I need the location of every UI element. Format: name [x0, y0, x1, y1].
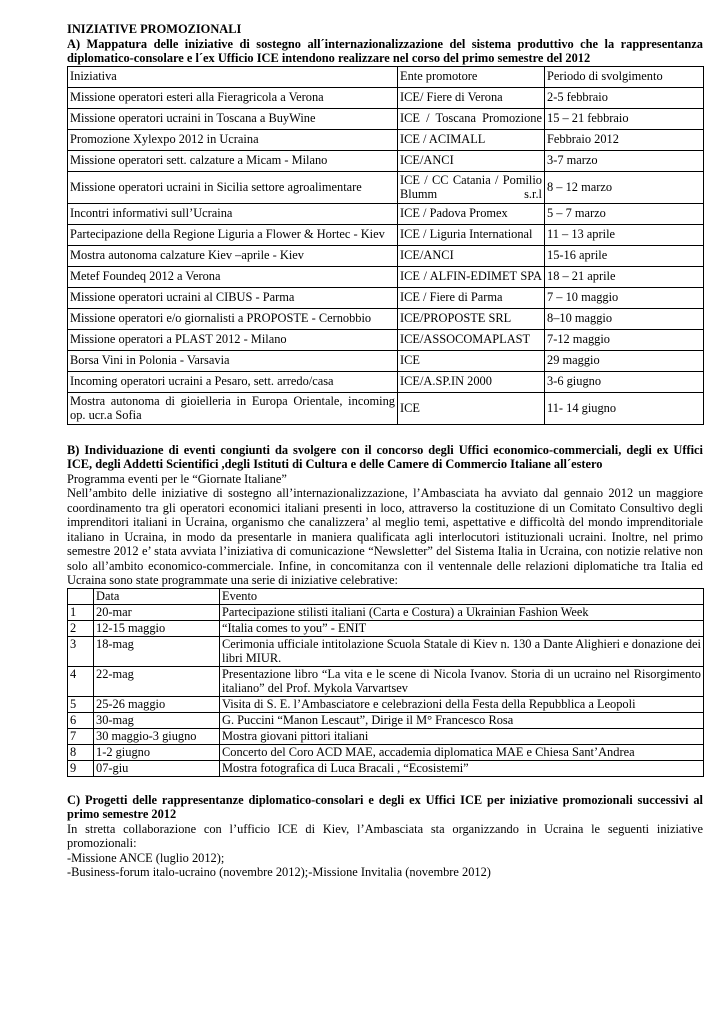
cell-iniziativa: Mostra autonoma calzature Kiev –aprile - Kiev	[68, 245, 398, 266]
cell-data: 25-26 maggio	[94, 696, 220, 712]
section-c-item: -Business-forum italo-ucraino (novembre 2012);-Missione Invitalia (novembre 2012)	[67, 865, 491, 879]
table-row	[68, 203, 704, 224]
cell-ente: ICE / Padova Promex	[398, 203, 545, 224]
cell-ente: ICE/A.SP.IN 2000	[398, 371, 545, 392]
cell-data: 30-mag	[94, 712, 220, 728]
cell-ente: ICE / Toscana Promozione	[398, 108, 545, 129]
cell-data: 20-mar	[94, 604, 220, 620]
cell-iniziativa: Promozione Xylexpo 2012 in Ucraina	[68, 129, 398, 150]
cell-ente: ICE / Fiere di Parma	[398, 287, 545, 308]
cell-iniziativa: Missione operatori ucraini in Sicilia settore agroalimentare	[68, 171, 398, 203]
header-evento: Evento	[220, 588, 704, 604]
cell-periodo: 7 – 10 maggio	[545, 287, 704, 308]
table-row	[68, 87, 704, 108]
cell-evento: Cerimonia ufficiale intitolazione Scuola Statale di Kiev n. 130 a Dante Alighieri e donazione dei libri MIUR.	[220, 636, 704, 666]
cell-number: 7	[68, 728, 94, 744]
cell-periodo: 29 maggio	[545, 350, 704, 371]
section-c-title: C) Progetti delle rappresentanze diplomatico-consolari e degli ex Uffici ICE per iniziative promozionali successivi al primo semestre 2012	[67, 792, 703, 821]
cell-iniziativa: Incoming operatori ucraini a Pesaro, sett. arredo/casa	[68, 371, 398, 392]
cell-periodo: 11 – 13 aprile	[545, 224, 704, 245]
table-row	[68, 392, 704, 424]
cell-periodo: 18 – 21 aprile	[545, 266, 704, 287]
cell-iniziativa: Missione operatori esteri alla Fieragricola a Verona	[68, 87, 398, 108]
cell-iniziativa: Borsa Vini in Polonia - Varsavia	[68, 350, 398, 371]
table-row	[68, 350, 704, 371]
events-table	[67, 588, 704, 777]
table-row	[68, 636, 704, 666]
cell-ente: ICE	[398, 392, 545, 424]
table-row	[68, 371, 704, 392]
cell-ente: ICE / ACIMALL	[398, 129, 545, 150]
cell-evento: Partecipazione stilisti italiani (Carta e Costura) a Ukrainian Fashion Week	[220, 604, 704, 620]
header-periodo: Periodo di svolgimento	[545, 66, 704, 87]
section-b-title: B) Individuazione di eventi congiunti da svolgere con il concorso degli Uffici economico-commerciali, degli ex Uffici ICE, degli Addetti Scientifici ,degli Istituti di Cultura e delle Camere di Commercio Italiane all´estero	[67, 442, 703, 471]
section-c-item: -Missione ANCE (luglio 2012);	[67, 850, 225, 865]
cell-data: 30 maggio-3 giugno	[94, 728, 220, 744]
cell-iniziativa: Partecipazione della Regione Liguria a Flower & Hortec - Kiev	[68, 224, 398, 245]
cell-iniziativa: Incontri informativi sull’Ucraina	[68, 203, 398, 224]
header-ente: Ente promotore	[398, 66, 545, 87]
cell-number: 2	[68, 620, 94, 636]
table-row	[68, 744, 704, 760]
cell-periodo: 15-16 aprile	[545, 245, 704, 266]
table-row	[68, 129, 704, 150]
cell-number: 4	[68, 666, 94, 696]
cell-evento: “Italia comes to you” - ENIT	[220, 620, 704, 636]
section-a-title: A) Mappatura delle iniziative di sostegno all´internazionalizzazione del sistema produttivo che la rappresentanza diplomatico-consolare e l´ex Ufficio ICE intendono realizzare nel corso del primo semestre del 2012	[67, 36, 703, 65]
cell-data: 22-mag	[94, 666, 220, 696]
header-number	[68, 588, 94, 604]
cell-evento: Mostra giovani pittori italiani	[220, 728, 704, 744]
cell-iniziativa: Metef Foundeq 2012 a Verona	[68, 266, 398, 287]
cell-evento: Mostra fotografica di Luca Bracali , “Ecosistemi”	[220, 760, 704, 776]
initiatives-table	[67, 66, 704, 425]
cell-ente: ICE / CC Catania / Pomilio Blumm s.r.l	[398, 171, 545, 203]
cell-ente: ICE/ANCI	[398, 150, 545, 171]
header-iniziativa: Iniziativa	[68, 66, 398, 87]
table-header-row	[68, 588, 704, 604]
cell-number: 8	[68, 744, 94, 760]
cell-evento: Concerto del Coro ACD MAE, accademia diplomatica MAE e Chiesa Sant’Andrea	[220, 744, 704, 760]
cell-ente: ICE	[398, 350, 545, 371]
cell-evento: Presentazione libro “La vita e le scene di Nicola Ivanov. Storia di un ucraino nel Risorgimento italiano” del Prof. Mykola Varvartsev	[220, 666, 704, 696]
document-page	[67, 22, 703, 880]
cell-data: 1-2 giugno	[94, 744, 220, 760]
cell-ente: ICE/ANCI	[398, 245, 545, 266]
table-header-row	[68, 66, 704, 87]
cell-number: 6	[68, 712, 94, 728]
table-row	[68, 150, 704, 171]
cell-iniziativa: Missione operatori ucraini al CIBUS - Parma	[68, 287, 398, 308]
cell-periodo: 8 – 12 marzo	[545, 171, 704, 203]
table-row	[68, 728, 704, 744]
cell-number: 9	[68, 760, 94, 776]
table-row	[68, 712, 704, 728]
header-data: Data	[94, 588, 220, 604]
cell-periodo: 5 – 7 marzo	[545, 203, 704, 224]
table-row	[68, 224, 704, 245]
cell-evento: G. Puccini “Manon Lescaut”, Dirige il M° Francesco Rosa	[220, 712, 704, 728]
cell-data: 18-mag	[94, 636, 220, 666]
table-row	[68, 604, 704, 620]
cell-periodo: 15 – 21 febbraio	[545, 108, 704, 129]
table-row	[68, 287, 704, 308]
cell-periodo: 2-5 febbraio	[545, 87, 704, 108]
cell-periodo: 11- 14 giugno	[545, 392, 704, 424]
cell-periodo: 7-12 maggio	[545, 329, 704, 350]
table-row	[68, 266, 704, 287]
cell-ente: ICE/ASSOCOMAPLAST	[398, 329, 545, 350]
table-row	[68, 666, 704, 696]
cell-periodo: 3-7 marzo	[545, 150, 704, 171]
table-row	[68, 696, 704, 712]
program-title: Programma eventi per le “Giornate Italiane”	[67, 471, 287, 486]
cell-periodo: 8–10 maggio	[545, 308, 704, 329]
cell-iniziativa: Missione operatori sett. calzature a Micam - Milano	[68, 150, 398, 171]
table-row	[68, 620, 704, 636]
cell-periodo: 3-6 giugno	[545, 371, 704, 392]
cell-iniziativa: Mostra autonoma di gioielleria in Europa Orientale, incoming op. ucr.a Sofia	[68, 392, 398, 424]
table-row	[68, 308, 704, 329]
cell-evento: Visita di S. E. l’Ambasciatore e celebrazioni della Festa della Repubblica a Leopoli	[220, 696, 704, 712]
cell-number: 1	[68, 604, 94, 620]
cell-iniziativa: Missione operatori ucraini in Toscana a BuyWine	[68, 108, 398, 129]
table-row	[68, 108, 704, 129]
table-row	[68, 760, 704, 776]
table-row	[68, 245, 704, 266]
cell-data: 07-giu	[94, 760, 220, 776]
cell-ente: ICE/ Fiere di Verona	[398, 87, 545, 108]
cell-ente: ICE / ALFIN-EDIMET SPA	[398, 266, 545, 287]
cell-ente: ICE/PROPOSTE SRL	[398, 308, 545, 329]
cell-iniziativa: Missione operatori e/o giornalisti a PROPOSTE - Cernobbio	[68, 308, 398, 329]
cell-number: 5	[68, 696, 94, 712]
cell-number: 3	[68, 636, 94, 666]
section-c-paragraph: In stretta collaborazione con l’ufficio ICE di Kiev, l’Ambasciata sta organizzando in Ucraina le seguenti iniziative promozionali:	[67, 821, 703, 850]
table-row	[68, 171, 704, 203]
document-heading: INIZIATIVE PROMOZIONALI	[67, 22, 242, 36]
cell-ente: ICE / Liguria International	[398, 224, 545, 245]
cell-periodo: Febbraio 2012	[545, 129, 704, 150]
program-paragraph: Nell’ambito delle iniziative di sostegno all’internazionalizzazione, l’Ambasciata ha avviato dal gennaio 2012 un maggiore coordinamento tra gli operatori economici italiani presenti in loco, attraverso la costituzione di un Comitato Consultivo degli imprenditori italiani in Ucraina, organismo che canalizzera’ al meglio temi, aspettative e difficoltà del mondo imprenditoriale italiano in Ucraina, in modo da presentarle in maniera qualificata agli interlocutori istituzionali ucraini. Inoltre, nel primo semestre 2012 e’ stata avviata l’iniziativa di comunicazione “Newsletter” del Sistema Italia in Ucraina, con notizie relative non solo all’ambito economico-commerciale. Infine, in concomitanza con il ventennale delle relazioni diplomatiche tra Italia ed Ucraina sono state programmate una serie di iniziative celebrative:	[67, 486, 703, 587]
table-row	[68, 329, 704, 350]
cell-iniziativa: Missione operatori a PLAST 2012 - Milano	[68, 329, 398, 350]
cell-data: 12-15 maggio	[94, 620, 220, 636]
